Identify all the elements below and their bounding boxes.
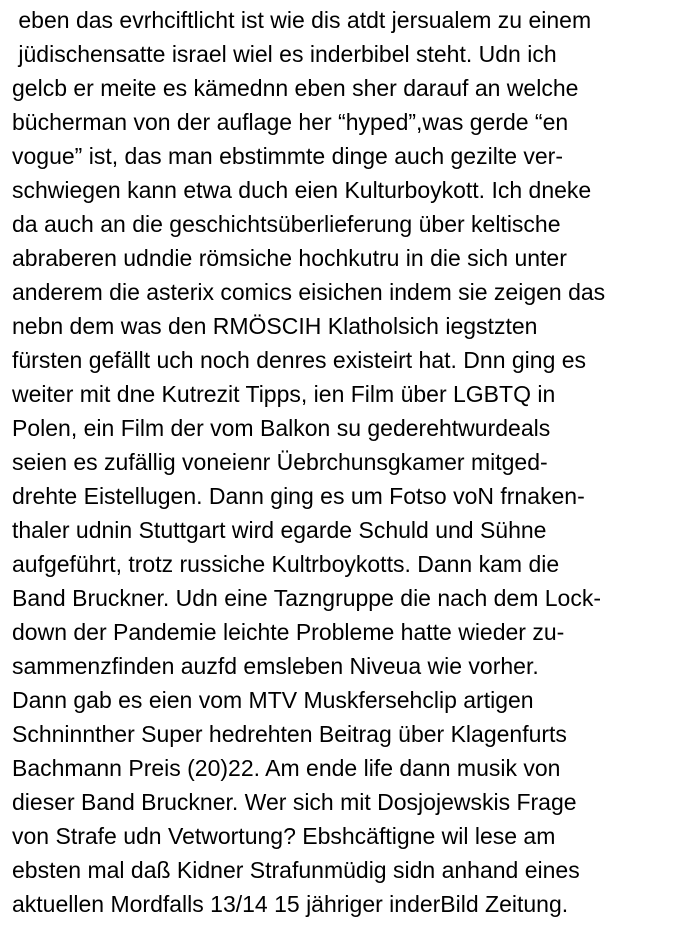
text-line: bücherman von der auflage her “hyped”,was gerde “en xyxy=(12,109,569,135)
text-line: schwiegen kann etwa duch eien Kulturboykott. Ich dneke xyxy=(12,177,592,203)
text-line: Bachmann Preis (20)22. Am ende life dann musik von xyxy=(12,755,561,781)
text-line: dieser Band Bruckner. Wer sich mit Dosjojewskis Frage xyxy=(12,789,577,815)
text-line: Polen, ein Film der vom Balkon su gederehtwurdeals xyxy=(12,415,551,441)
text-line: sammenzfinden auzfd emsleben Niveua wie vorher. xyxy=(12,653,539,679)
text-line: fürsten gefällt uch noch denres existeirt hat. Dnn ging es xyxy=(12,347,587,373)
text-line: anderem die asterix comics eisichen indem sie zeigen das xyxy=(12,279,606,305)
text-line: aktuellen Mordfalls 13/14 15 jähriger inderBild Zeitung. xyxy=(12,891,569,917)
text-line: seien es zufällig voneienr Üebrchunsgkamer mitged- xyxy=(12,449,548,475)
text-line: jüdischensatte israel wiel es inderbibel steht. Udn ich xyxy=(12,41,557,67)
text-line: eben das evrhciftlicht ist wie dis atdt jersualem zu einem xyxy=(12,7,592,33)
text-line: Schninnther Super hedrehten Beitrag über Klagenfurts xyxy=(12,721,567,747)
text-line: thaler udnin Stuttgart wird egarde Schuld und Sühne xyxy=(12,517,547,543)
text-line: da auch an die geschichtsüberlieferung über keltische xyxy=(12,211,561,237)
text-line: von Strafe udn Vetwortung? Ebshcäftigne wil lese am xyxy=(12,823,556,849)
body-text xyxy=(12,3,680,921)
text-line: down der Pandemie leichte Probleme hatte wieder zu- xyxy=(12,619,565,645)
text-line: aufgeführt, trotz russiche Kultrboykotts. Dann kam die xyxy=(12,551,560,577)
text-line: Dann gab es eien vom MTV Muskfersehclip artigen xyxy=(12,687,534,713)
text-line: vogue” ist, das man ebstimmte dinge auch gezilte ver- xyxy=(12,143,563,169)
text-line: ebsten mal daß Kidner Strafunmüdig sidn anhand eines xyxy=(12,857,580,883)
text-line: Band Bruckner. Udn eine Tazngruppe die nach dem Lock- xyxy=(12,585,602,611)
text-line: weiter mit dne Kutrezit Tipps, ien Film über LGBTQ in xyxy=(12,381,556,407)
text-line: nebn dem was den RMÖSCIH Klatholsich iegstzten xyxy=(12,313,538,339)
text-line: abraberen udndie römsiche hochkutru in die sich unter xyxy=(12,245,567,271)
text-line: drehte Eistellugen. Dann ging es um Fotso voN frnaken- xyxy=(12,483,585,509)
text-line: gelcb er meite es kämednn eben sher darauf an welche xyxy=(12,75,579,101)
